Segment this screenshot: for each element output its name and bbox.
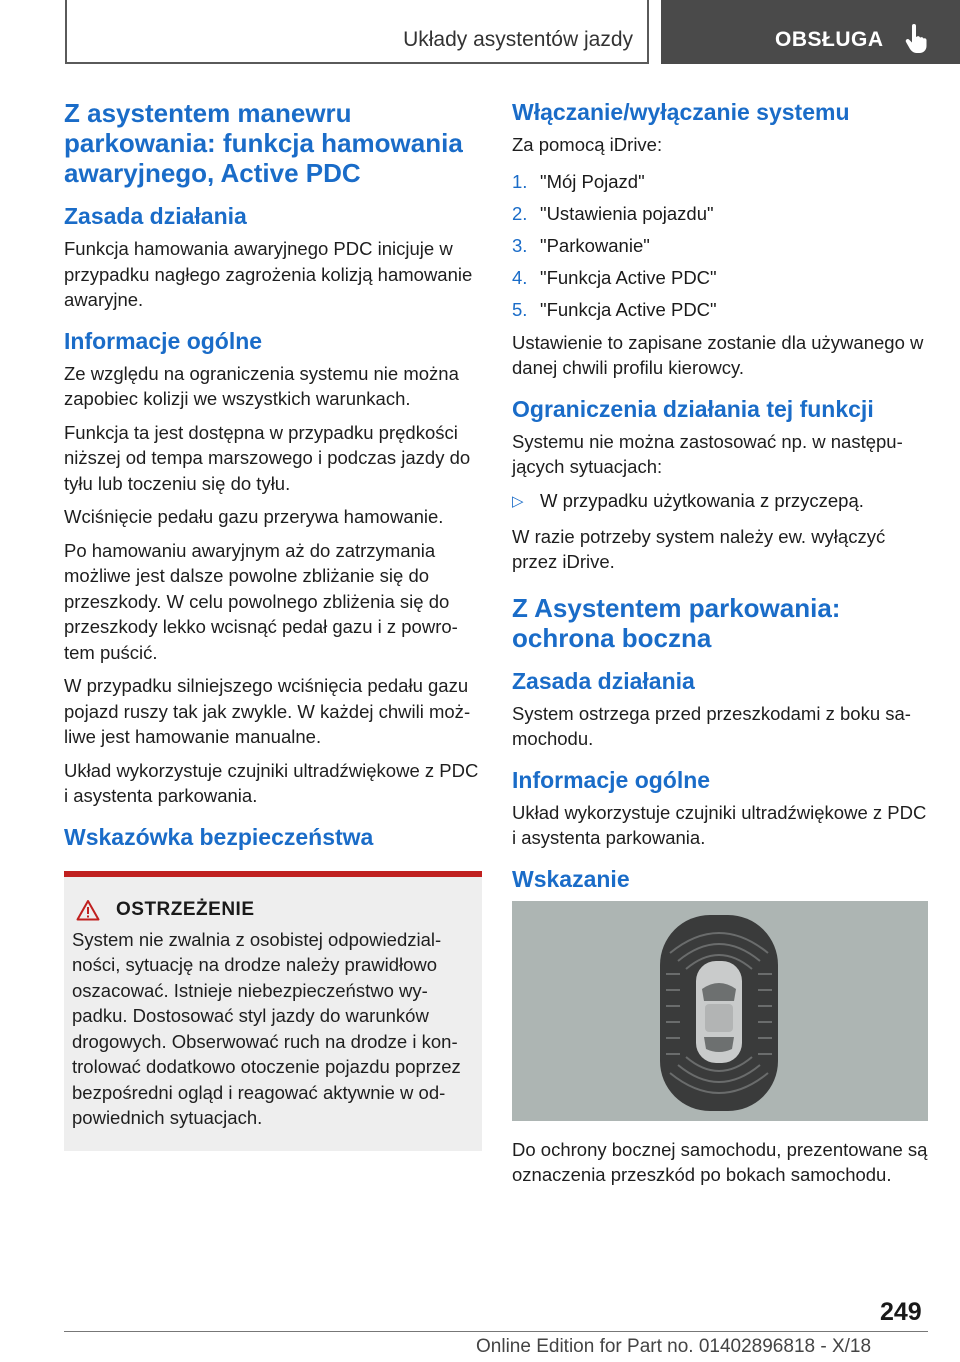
paragraph: Wciśnięcie pedału gazu przerywa hamowanie. (64, 506, 444, 527)
list-item (512, 262, 930, 294)
step-number: 2. (512, 202, 528, 224)
step-text: "Funkcja Active PDC" (540, 266, 717, 288)
heading-safety-note: Wskazówka bezpieczeństwa (64, 823, 374, 850)
step-number: 3. (512, 234, 528, 256)
section-general-info (64, 327, 482, 809)
section-operating-principle (64, 202, 482, 313)
paragraph: Układ wykorzystuje czujniki ultradźwiękowe z PDC i asystenta parkowania. (64, 759, 479, 806)
heading-operating-principle: Zasada działania (64, 203, 247, 229)
paragraph: W przypadku silniejszego wciśnięcia pedału gazu pojazd ruszy tak jak zwykle. W każdej chwili możliwe jest hamowanie manualne. (64, 675, 471, 747)
step-number: 4. (512, 266, 528, 288)
list-item (512, 230, 930, 262)
paragraph: Funkcja hamowania awaryjnego PDC inicjuje w przypadku nagłego zagrożenia kolizją hamowanie awaryjne. (64, 238, 473, 310)
list-item (512, 294, 930, 326)
header-section-box (65, 0, 649, 64)
list-item (512, 166, 930, 198)
list-item (512, 198, 930, 230)
heading-toggle-system: Włączanie/wyłączanie systemu (512, 99, 850, 125)
bullet-item (512, 488, 930, 514)
header-chapter-box (661, 0, 960, 64)
step-text: "Funkcja Active PDC" (540, 298, 717, 320)
section-general-info-2 (512, 766, 930, 851)
paragraph: Systemu nie można zastosować np. w następujących sytuacjach: (512, 430, 903, 477)
section-limitations (512, 395, 930, 575)
left-column (64, 98, 482, 1151)
paragraph: Funkcja ta jest dostępna w przypadku prędkości niższej od tempa marszowego i podczas jazdy do tyłu lub toczeniu się do tyłu. (64, 421, 471, 494)
paragraph: Ze względu na ograniczenia systemu nie można zapobiec kolizji we wszystkich warunkach. (64, 362, 459, 409)
footer-edition: Online Edition for Part no. 01402896818 - X/18 (476, 1336, 872, 1357)
heading-limitations: Ograniczenia działania tej funkcji (512, 395, 874, 422)
header-chapter-title: OBSŁUGA (775, 28, 884, 51)
section-display (512, 865, 930, 1188)
section-toggle-system (512, 98, 930, 381)
paragraph: Ustawienie to zapisane zostanie dla używanego w danej chwili profilu kierowcy. (512, 331, 924, 378)
step-text: "Ustawienia pojazdu" (540, 202, 714, 224)
step-text: "Mój Pojazd" (540, 170, 645, 192)
right-column (512, 98, 930, 1196)
heading-display: Wskazanie (512, 865, 630, 892)
paragraph: Układ wykorzystuje czujniki ultradźwiękowe z PDC i asystenta parkowania. (512, 801, 927, 848)
header-section-title: Układy asystentów jazdy (403, 28, 633, 51)
steps-list (512, 166, 930, 326)
warning-title-row (72, 899, 474, 921)
section-operating-principle-2 (512, 667, 930, 752)
warning-box (64, 877, 482, 1151)
page-title-side-protection: Z Asystentem parkowania: ochrona boczna (512, 592, 841, 653)
bullet-text: W przypadku użytkowania z przyczepą. (540, 489, 864, 511)
warning-triangle-icon (76, 899, 100, 921)
page-number: 249 (880, 1298, 922, 1326)
paragraph: Za pomocą iDrive: (512, 134, 663, 155)
heading-operating-principle: Zasada działania (512, 667, 695, 694)
image-caption: Do ochrony bocznej samochodu, prezentowane są oznaczenia przeszkód po bokach samochodu. (512, 1138, 928, 1185)
step-number: 5. (512, 298, 528, 320)
page-title-emergency-braking: Z asystentem manewru parkowania: funkcja hamowania awaryjnego, Active PDC (64, 98, 463, 188)
step-number: 1. (512, 170, 528, 192)
step-text: "Parkowanie" (540, 234, 650, 256)
paragraph: System ostrzega przed przeszkodami z boku samochodu. (512, 702, 911, 749)
warning-label: OSTRZEŻENIE (116, 898, 255, 920)
heading-general-info: Informacje ogólne (64, 327, 263, 354)
section-safety-note (64, 823, 482, 1151)
hand-pointer-icon (905, 24, 929, 54)
triangle-bullet-icon: ▷ (512, 492, 524, 510)
side-protection-display-image (512, 901, 928, 1121)
car-top-view-illustration (512, 901, 928, 1121)
paragraph: W razie potrzeby system należy ew. wyłączyć przez iDrive. (512, 525, 886, 572)
footer-divider (64, 1331, 928, 1332)
paragraph: Po hamowaniu awaryjnym aż do zatrzymania możliwe jest dalsze powolne zbliżanie się do przeszkody. W celu powolnego zbliżenia się do przeszkody lekko wcisnąć pedał gazu i z powrotem puścić. (64, 539, 458, 663)
heading-general-info: Informacje ogólne (512, 766, 711, 793)
warning-text: System nie zwalnia z osobistej odpowiedzialności, sytuację na drodze należy prawidłowo oszacować. Istnieje niebezpieczeństwo wypadku. Dostosować styl jazdy do warunków drogowych. Obserwować ruch na drodze i kontrolować dodatkowo otoczenie pojazdu poprzez bezpośredni ogląd i reagować aktywnie w odpowiednich sytuacjach. (72, 928, 461, 1128)
